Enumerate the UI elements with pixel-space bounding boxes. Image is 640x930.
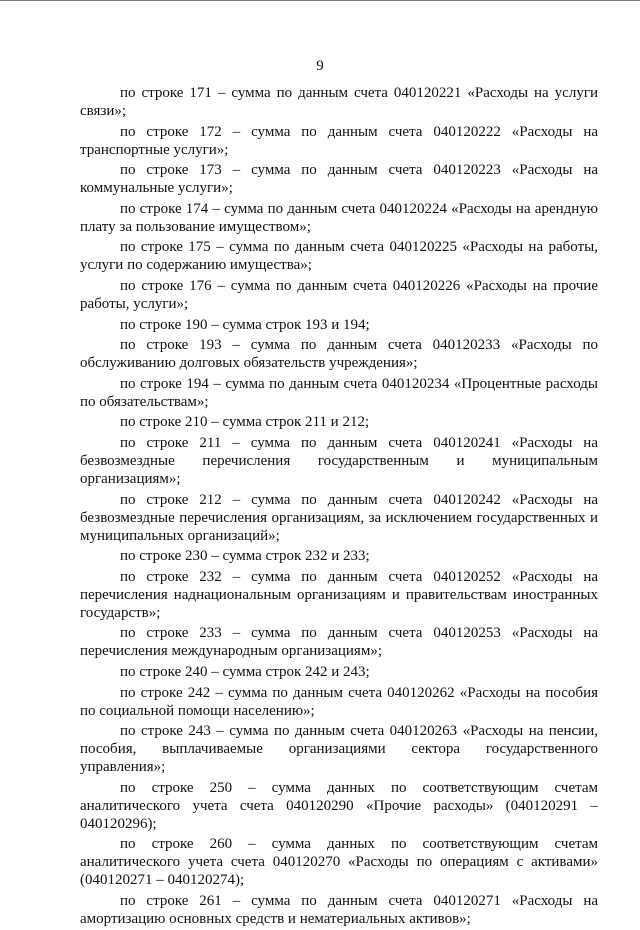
page-number: 9 (316, 58, 324, 74)
paragraph: по строке 190 – сумма строк 193 и 194; (120, 316, 370, 333)
paragraph: по строке 230 – сумма строк 232 и 233; (120, 548, 370, 565)
paragraph: по строке 210 – сумма строк 211 и 212; (120, 414, 370, 431)
paragraph: по строке 242 – сумма по данным счета 040120262 «Расходы на пособия по социальной помощи населению»; (80, 684, 598, 719)
paragraph: по строке 260 – сумма данных по соответствующим счетам аналитического учета счета 040120270 «Расходы по операциям с активами» (040120271 – 040120274); (80, 836, 598, 889)
document-body (80, 84, 598, 930)
paragraph: по строке 172 – сумма по данным счета 040120222 «Расходы на транспортные услуги»; (80, 123, 598, 158)
paragraph: по строке 261 – сумма по данным счета 040120271 «Расходы на амортизацию основных средств и нематериальных активов»; (80, 892, 598, 927)
paragraph: по строке 176 – сумма по данным счета 040120226 «Расходы на прочие работы, услуги»; (80, 277, 598, 312)
paragraph: по строке 211 – сумма по данным счета 040120241 «Расходы на безвозмездные перечисления государственным и муниципальным организациям»; (80, 434, 598, 487)
paragraph: по строке 194 – сумма по данным счета 040120234 «Процентные расходы по обязательствам»; (80, 375, 598, 410)
paragraph: по строке 233 – сумма по данным счета 040120253 «Расходы на перечисления международным организациям»; (80, 625, 598, 660)
paragraph: по строке 212 – сумма по данным счета 040120242 «Расходы на безвозмездные перечисления организациям, за исключением государственных и муниципальных организаций»; (80, 491, 598, 544)
paragraph: по строке 171 – сумма по данным счета 040120221 «Расходы на услуги связи»; (80, 85, 598, 119)
paragraph: по строке 240 – сумма строк 242 и 243; (120, 663, 370, 680)
paragraph: по строке 232 – сумма по данным счета 040120252 «Расходы на перечисления наднациональным организациям и правительствам иностранных государств»; (80, 568, 598, 621)
paragraph: по строке 175 – сумма по данным счета 040120225 «Расходы на работы, услуги по содержанию имущества»; (80, 239, 598, 274)
paragraph: по строке 243 – сумма по данным счета 040120263 «Расходы на пенсии, пособия, выплачиваемые организациями сектора государственного управления»; (80, 723, 598, 776)
paragraph: по строке 174 – сумма по данным счета 040120224 «Расходы на арендную плату за пользование имуществом»; (80, 200, 598, 235)
paragraph: по строке 193 – сумма по данным счета 040120233 «Расходы по обслуживанию долговых обязательств учреждения»; (80, 337, 598, 372)
page-top-border (0, 0, 640, 1)
paragraph: по строке 250 – сумма данных по соответствующим счетам аналитического учета счета 040120290 «Прочие расходы» (040120291 – 040120296); (80, 779, 598, 832)
paragraph: по строке 173 – сумма по данным счета 040120223 «Расходы на коммунальные услуги»; (80, 162, 598, 197)
